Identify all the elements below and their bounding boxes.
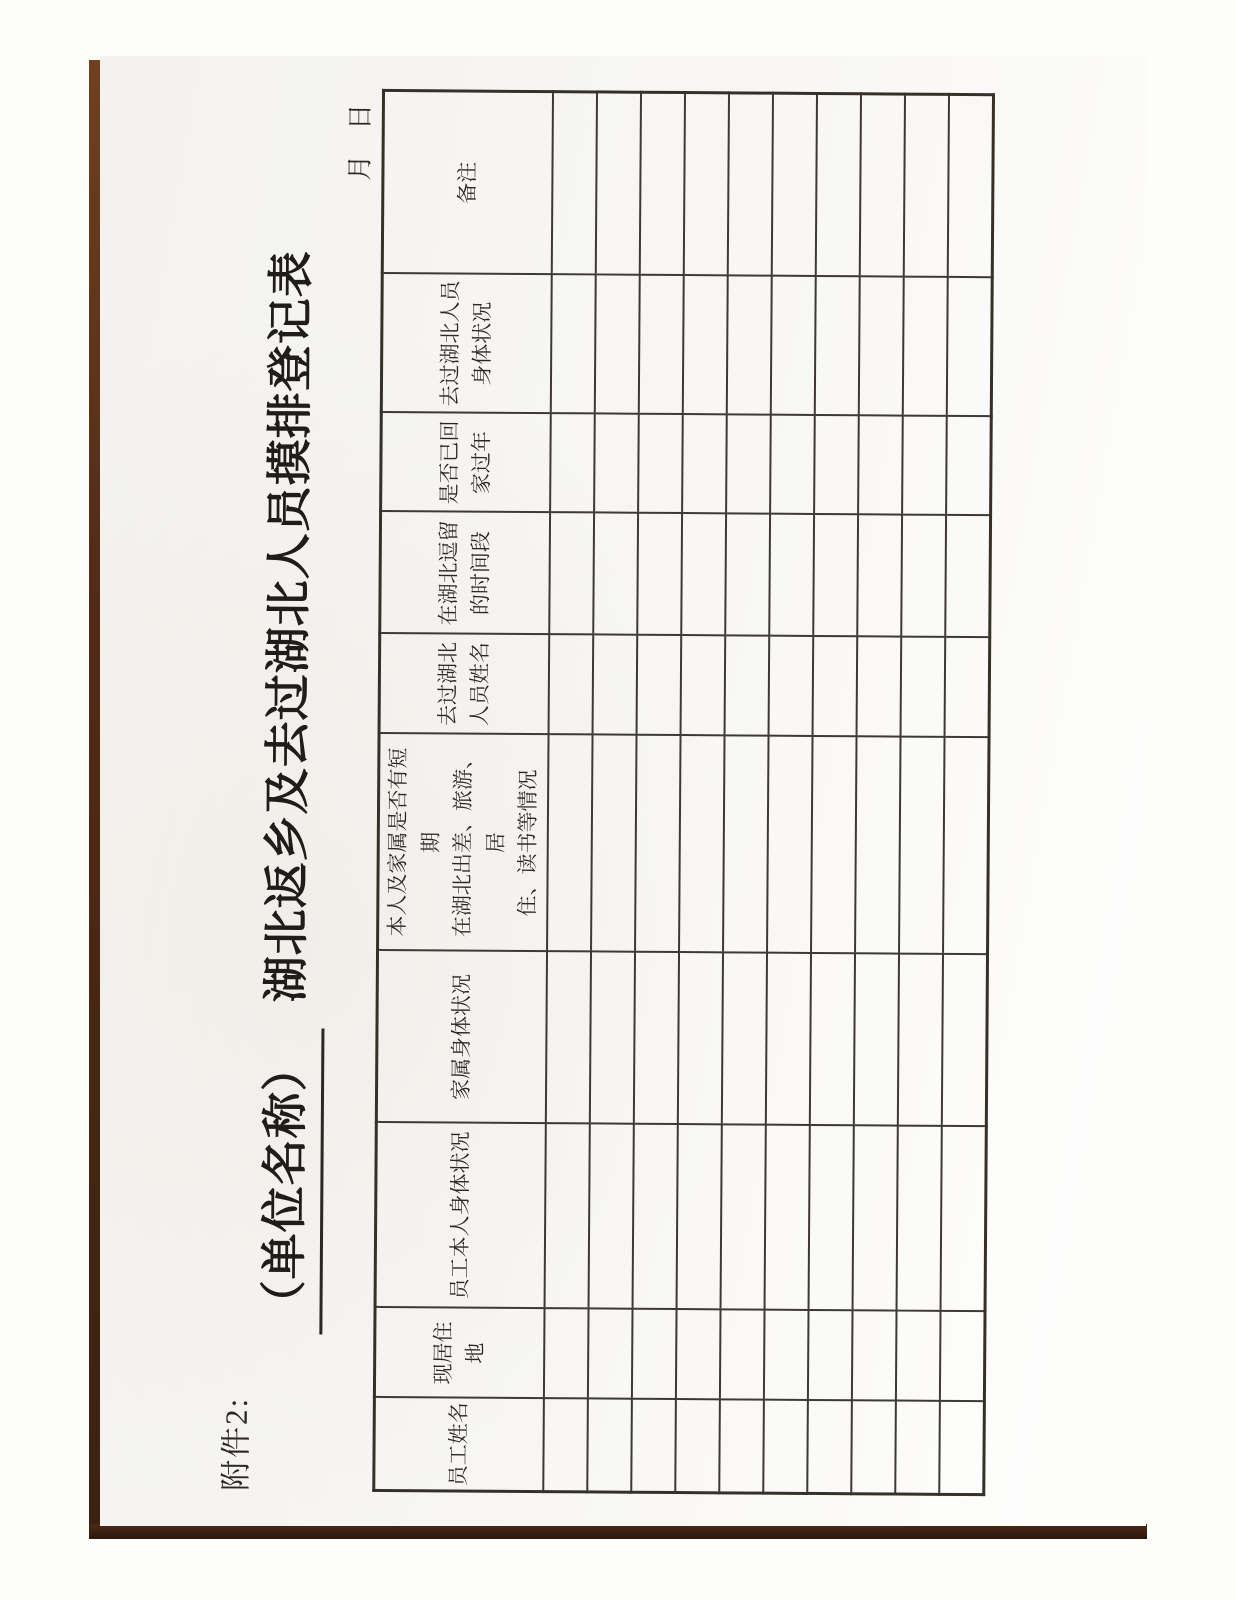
empty-cell bbox=[588, 1309, 633, 1399]
empty-cell bbox=[901, 515, 946, 637]
empty-cell bbox=[808, 1125, 853, 1310]
empty-cell bbox=[811, 736, 857, 953]
empty-cell bbox=[548, 635, 593, 735]
empty-cell bbox=[902, 416, 947, 515]
empty-cell bbox=[722, 953, 767, 1125]
empty-cell bbox=[940, 1311, 985, 1401]
empty-cell bbox=[942, 954, 988, 1126]
empty-cell bbox=[551, 275, 596, 414]
empty-cell bbox=[595, 275, 640, 414]
empty-cell bbox=[681, 514, 726, 636]
empty-cell bbox=[727, 93, 772, 276]
empty-cell bbox=[769, 514, 814, 636]
empty-cell bbox=[808, 1310, 853, 1400]
empty-cell bbox=[900, 637, 945, 737]
empty-cell bbox=[724, 636, 769, 736]
empty-cell bbox=[807, 1400, 852, 1493]
empty-cell bbox=[852, 1126, 897, 1311]
empty-cell bbox=[726, 415, 771, 514]
empty-cell bbox=[635, 735, 681, 952]
empty-cell bbox=[680, 636, 725, 736]
header-cell-returned-home: 是否已回 家过年 bbox=[381, 412, 551, 512]
empty-cell bbox=[771, 276, 816, 415]
empty-cell bbox=[595, 92, 640, 275]
empty-cell bbox=[903, 277, 948, 416]
empty-cell bbox=[549, 513, 594, 635]
empty-cell bbox=[587, 1399, 632, 1492]
scan-edge-left bbox=[89, 60, 100, 1538]
empty-cell bbox=[591, 735, 637, 952]
empty-cell bbox=[592, 635, 637, 735]
empty-cell bbox=[815, 93, 860, 276]
empty-cell bbox=[764, 1125, 809, 1310]
empty-cell bbox=[898, 954, 943, 1126]
empty-cell bbox=[814, 415, 859, 514]
empty-cell bbox=[683, 93, 728, 276]
empty-cell bbox=[631, 1399, 676, 1492]
empty-cell bbox=[551, 92, 596, 275]
empty-cell bbox=[940, 1126, 986, 1311]
empty-cell bbox=[771, 93, 816, 276]
empty-cell bbox=[683, 276, 728, 415]
empty-cell bbox=[639, 275, 684, 414]
empty-cell bbox=[638, 414, 683, 513]
header-cell-family-health: 家属身体状况 bbox=[376, 950, 546, 1123]
empty-cell bbox=[639, 92, 684, 275]
empty-cell bbox=[723, 736, 769, 953]
form-title-text: 湖北返乡及去过湖北人员摸排登记表 bbox=[260, 250, 317, 1003]
empty-cell bbox=[763, 1400, 808, 1493]
empty-cell bbox=[544, 1309, 589, 1399]
empty-cell bbox=[675, 1400, 720, 1493]
header-cell-stay-period: 在湖北逗留 的时间段 bbox=[380, 511, 550, 634]
empty-cell bbox=[903, 94, 948, 277]
empty-cell bbox=[725, 514, 770, 636]
empty-cell bbox=[815, 276, 860, 415]
empty-cell bbox=[770, 415, 815, 514]
empty-cell bbox=[859, 277, 904, 416]
empty-cell bbox=[676, 1125, 721, 1310]
empty-cell bbox=[944, 637, 989, 737]
empty-cell bbox=[682, 415, 727, 514]
empty-cell bbox=[593, 513, 638, 635]
empty-cell bbox=[766, 953, 811, 1125]
empty-row bbox=[939, 94, 993, 1494]
empty-cell bbox=[896, 1311, 941, 1401]
empty-cell bbox=[543, 1399, 588, 1492]
empty-cell bbox=[546, 952, 591, 1124]
empty-cell bbox=[720, 1310, 765, 1400]
empty-cell bbox=[858, 416, 903, 515]
empty-cell bbox=[768, 636, 813, 736]
empty-cell bbox=[812, 636, 857, 736]
header-cell-employee-health: 员工本人身体状况 bbox=[375, 1122, 546, 1308]
form-title bbox=[246, 57, 331, 1527]
empty-cell bbox=[632, 1309, 677, 1399]
empty-cell bbox=[810, 953, 855, 1125]
empty-cell bbox=[676, 1310, 721, 1400]
empty-cell bbox=[550, 414, 595, 513]
empty-cell bbox=[637, 513, 682, 635]
unit-name-blank: （单位名称） bbox=[247, 1028, 324, 1335]
empty-cell bbox=[588, 1124, 633, 1309]
paper-sheet bbox=[100, 56, 1146, 1526]
header-cell-visitor-health: 去过湖北人员 身体状况 bbox=[381, 273, 551, 413]
header-cell-current-residence: 现居住 地 bbox=[374, 1307, 544, 1398]
empty-cell bbox=[946, 416, 991, 515]
empty-cell bbox=[679, 736, 725, 953]
attachment-label: 附件2: bbox=[218, 1396, 254, 1492]
empty-cell bbox=[636, 635, 681, 735]
empty-cell bbox=[855, 737, 901, 954]
empty-cell bbox=[857, 515, 902, 637]
empty-cell bbox=[939, 1401, 984, 1494]
header-cell-employee-name: 员工姓名 bbox=[374, 1397, 544, 1491]
roster-table bbox=[372, 89, 995, 1496]
empty-cell bbox=[813, 514, 858, 636]
empty-cell bbox=[594, 414, 639, 513]
empty-cell bbox=[678, 953, 723, 1125]
empty-cell bbox=[895, 1401, 940, 1494]
empty-cell bbox=[851, 1401, 896, 1494]
empty-cell bbox=[767, 736, 813, 953]
empty-cell bbox=[590, 952, 635, 1124]
empty-cell bbox=[856, 637, 901, 737]
empty-cell bbox=[727, 276, 772, 415]
empty-cell bbox=[854, 954, 899, 1126]
empty-cell bbox=[899, 737, 945, 954]
empty-cell bbox=[859, 94, 904, 277]
empty-cell bbox=[544, 1124, 589, 1309]
header-row bbox=[374, 90, 553, 1491]
empty-cell bbox=[852, 1311, 897, 1401]
date-blank: 月 日 bbox=[345, 99, 375, 181]
rotated-document bbox=[100, 56, 1156, 1533]
empty-cell bbox=[547, 735, 593, 952]
empty-cell bbox=[720, 1125, 765, 1310]
header-cell-remarks: 备注 bbox=[382, 90, 553, 274]
header-cell-visitor-names: 去过湖北 人员姓名 bbox=[379, 633, 549, 734]
empty-cell bbox=[896, 1126, 941, 1311]
empty-cell bbox=[945, 515, 990, 637]
header-cell-hubei-activity: 本人及家属是否有短期 在湖北出差、旅游、居 住、读书等情况 bbox=[378, 733, 549, 951]
empty-cell bbox=[719, 1400, 764, 1493]
empty-cell bbox=[943, 737, 989, 954]
empty-cell bbox=[947, 277, 992, 416]
empty-cell bbox=[634, 952, 679, 1124]
empty-cell bbox=[947, 94, 993, 277]
empty-cell bbox=[764, 1310, 809, 1400]
empty-cell bbox=[632, 1124, 677, 1309]
table-body bbox=[543, 92, 993, 1495]
